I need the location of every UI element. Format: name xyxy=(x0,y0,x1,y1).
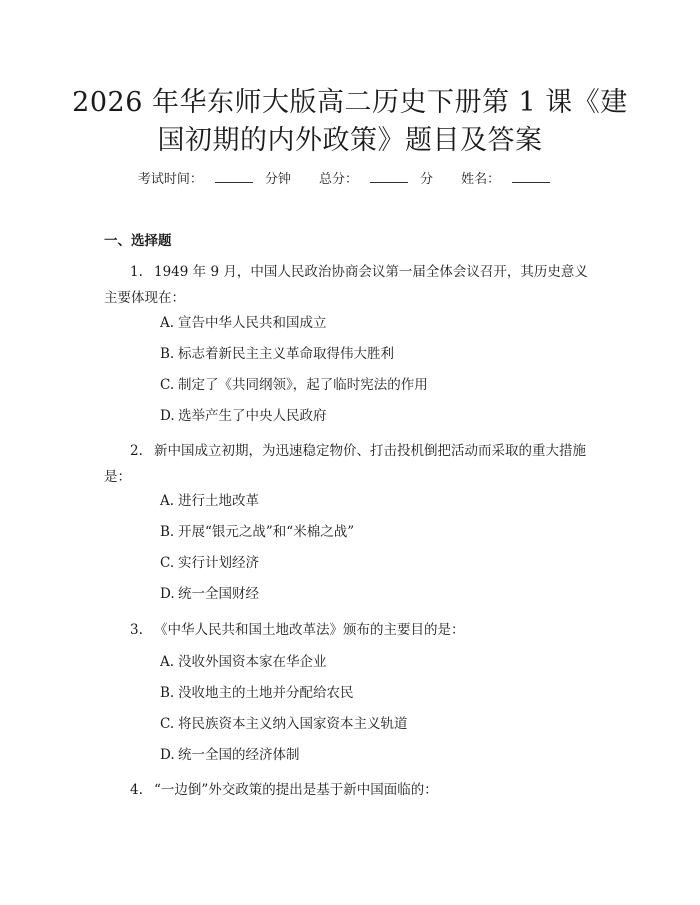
option-text: 选举产生了中央人民政府 xyxy=(178,408,327,424)
option-label: D. xyxy=(160,408,175,424)
option-1d xyxy=(160,406,327,426)
question-3 xyxy=(104,617,598,643)
question-text: 新中国成立初期，为迅速稳定物价、打击投机倒把活动而采取的重大措施是： xyxy=(104,443,586,485)
option-text: 开展“银元之战”和“米棉之战” xyxy=(178,524,355,540)
option-label: D. xyxy=(160,747,175,763)
option-label: B. xyxy=(160,524,175,540)
exam-time-unit: 分钟 xyxy=(264,172,291,187)
exam-name xyxy=(461,168,562,187)
exam-name-label: 姓名： xyxy=(461,172,501,187)
option-3a xyxy=(160,652,327,672)
question-1 xyxy=(104,259,598,311)
exam-score-unit: 分 xyxy=(420,172,434,187)
option-1c xyxy=(160,375,428,395)
option-text: 标志着新民主主义革命取得伟大胜利 xyxy=(178,346,394,362)
option-label: A. xyxy=(160,493,175,509)
document-title-line-1: 2026 年华东师大版高二历史下册第 1 课《建 xyxy=(72,87,628,118)
option-label: A. xyxy=(160,315,175,331)
option-1a xyxy=(160,313,327,333)
question-4 xyxy=(104,777,598,803)
option-2c xyxy=(160,553,259,573)
option-text: 制定了《共同纲领》，起了临时宪法的作用 xyxy=(178,377,428,393)
option-1b xyxy=(160,344,394,364)
option-text: 宣告中华人民共和国成立 xyxy=(178,315,327,331)
option-text: 将民族资本主义纳入国家资本主义轨道 xyxy=(178,716,408,732)
document-title-line-2: 国初期的内外政策》题目及答案 xyxy=(157,125,543,156)
exam-time-label: 考试时间： xyxy=(137,172,203,187)
exam-score xyxy=(319,168,433,187)
exam-score-label: 总分： xyxy=(318,172,358,187)
option-label: C. xyxy=(160,377,175,393)
exam-score-blank xyxy=(370,170,408,183)
option-3c xyxy=(160,714,408,734)
question-number: 2. xyxy=(130,443,143,459)
option-2a xyxy=(160,491,259,511)
option-text: 实行计划经济 xyxy=(178,555,259,571)
option-2b xyxy=(160,522,354,542)
question-text: 《中华人民共和国土地改革法》颁布的主要目的是： xyxy=(154,622,465,638)
question-2 xyxy=(104,438,598,490)
question-text: 1949 年 9 月，中国人民政治协商会议第一届全体会议召开，其历史意义主要体现在： xyxy=(104,264,588,306)
section-heading: 一、选择题 xyxy=(104,233,172,249)
exam-info xyxy=(0,168,700,187)
option-label: B. xyxy=(160,685,175,701)
option-label: D. xyxy=(160,586,175,602)
option-label: C. xyxy=(160,716,175,732)
option-text: 统一全国财经 xyxy=(178,586,259,602)
option-label: C. xyxy=(160,555,175,571)
option-text: 统一全国的经济体制 xyxy=(178,747,300,763)
option-3d xyxy=(160,745,300,765)
exam-time xyxy=(138,168,291,187)
option-2d xyxy=(160,584,259,604)
option-text: 没收地主的土地并分配给农民 xyxy=(178,685,354,701)
exam-time-blank xyxy=(215,170,253,183)
option-text: 没收外国资本家在华企业 xyxy=(178,654,327,670)
exam-name-blank xyxy=(512,170,550,183)
option-label: A. xyxy=(160,654,175,670)
question-text: “一边倒”外交政策的提出是基于新中国面临的： xyxy=(154,782,438,798)
option-3b xyxy=(160,683,354,703)
question-number: 3. xyxy=(130,622,143,638)
question-number: 4. xyxy=(130,782,143,798)
option-text: 进行土地改革 xyxy=(178,493,259,509)
option-label: B. xyxy=(160,346,175,362)
question-number: 1. xyxy=(130,264,143,280)
